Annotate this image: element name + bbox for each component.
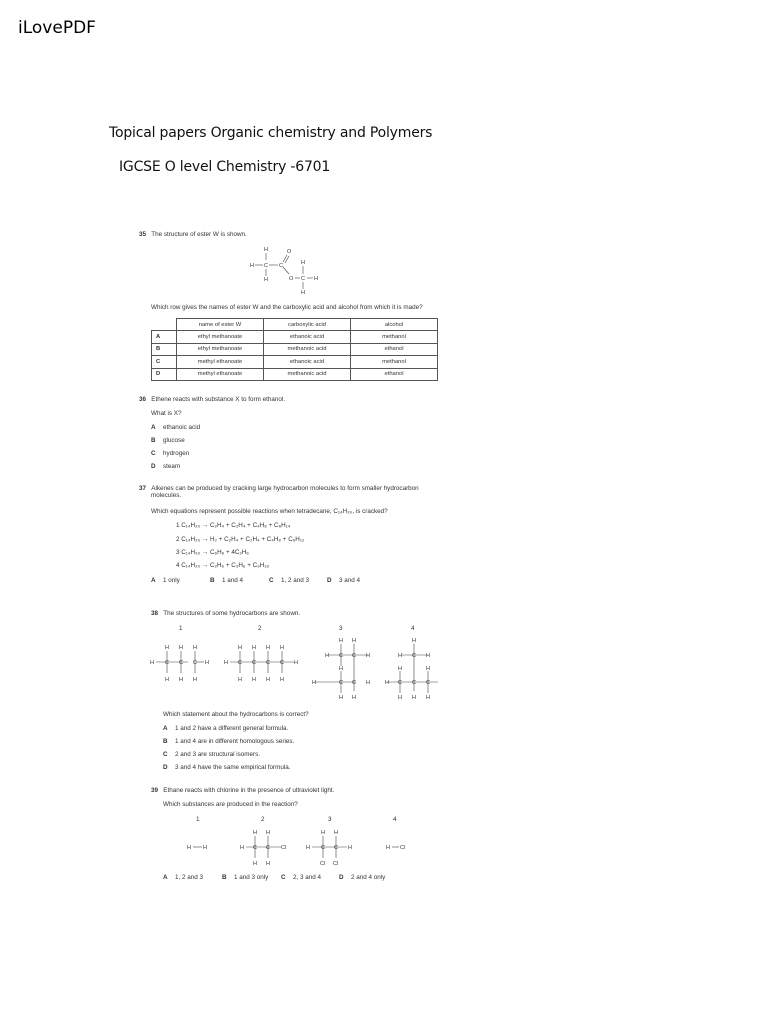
option-key: B	[163, 738, 168, 745]
atom-h: H	[238, 645, 242, 651]
atom-c: C	[339, 680, 343, 686]
structure-label-3: 3	[339, 625, 343, 632]
atom-o: O	[289, 276, 294, 282]
atom-h: H	[334, 830, 338, 836]
atom-h: H	[301, 260, 305, 266]
question-39-stem	[151, 787, 334, 794]
table-row	[152, 368, 438, 380]
acid-cell: ethanoic acid	[264, 331, 351, 343]
option-text: hydrogen	[163, 450, 190, 457]
atom-c: C	[266, 660, 270, 666]
table-corner	[152, 319, 177, 331]
question-text: Alkenes can be produced by cracking large hydrocarbon molecules to form smaller hydrocarbon	[151, 485, 419, 492]
option-key: A	[152, 331, 177, 343]
atom-h: H	[294, 660, 298, 666]
atom-h: H	[165, 645, 169, 651]
atom-h: H	[412, 638, 416, 644]
equation-2: 2 C₁₄H₃₀ → H₂ + C₂H₄ + C₂H₄ + C₄H₈ + C₆H₁₂	[176, 536, 305, 543]
atom-c: C	[352, 680, 356, 686]
atom-c: C	[238, 660, 242, 666]
atom-h: H	[312, 680, 316, 686]
option-c	[151, 450, 189, 457]
atom-h: H	[187, 845, 191, 851]
atom-h: H	[348, 845, 352, 851]
option-text: 2 and 4 only	[351, 874, 386, 881]
question-text: The structures of some hydrocarbons are shown.	[163, 610, 301, 617]
atom-h: H	[150, 660, 154, 666]
bond-lines	[193, 836, 399, 858]
question-38-prompt: Which statement about the hydrocarbons is correct?	[163, 711, 309, 718]
atom-c: C	[165, 660, 169, 666]
option-key: C	[163, 751, 168, 758]
option-text: 1, 2 and 3	[175, 874, 204, 881]
option-d	[327, 577, 360, 584]
atom-h: H	[266, 830, 270, 836]
option-c	[163, 751, 260, 758]
option-key: A	[163, 874, 168, 881]
alcohol-cell: methanol	[351, 331, 438, 343]
option-d	[151, 463, 180, 470]
question-number: 35	[139, 231, 147, 238]
option-b	[151, 437, 185, 444]
atom-cl: Cl	[320, 861, 326, 867]
atom-h: H	[412, 695, 416, 701]
column-header: carboxylic acid	[264, 319, 351, 331]
atom-h: H	[193, 645, 197, 651]
option-text: 1 and 3 only	[234, 874, 269, 881]
atom-c: C	[339, 653, 343, 659]
option-text: 1 and 4	[222, 577, 244, 584]
option-key: B	[151, 437, 156, 444]
atom-c: C	[252, 660, 256, 666]
atom-h: H	[398, 695, 402, 701]
acid-cell: ethanoic acid	[264, 356, 351, 368]
question-37-stem	[139, 485, 419, 492]
question-35-answer-table	[151, 318, 438, 381]
atom-c: C	[279, 263, 283, 269]
option-key: D	[163, 764, 168, 771]
atom-h: H	[426, 695, 430, 701]
atom-h: H	[266, 677, 270, 683]
product-label-2: 2	[261, 816, 265, 823]
atom-h: H	[252, 677, 256, 683]
question-36-prompt: What is X?	[151, 410, 182, 417]
column-header: alcohol	[351, 319, 438, 331]
atom-h: H	[264, 277, 268, 283]
atom-h: H	[339, 695, 343, 701]
alcohol-cell: ethanol	[351, 368, 438, 380]
option-text: 1, 2 and 3	[281, 577, 310, 584]
question-35-stem	[139, 231, 247, 238]
document-title: Topical papers Organic chemistry and Polymers	[109, 125, 433, 141]
question-number: 39	[151, 787, 159, 794]
option-b	[222, 874, 268, 881]
structure-label-4: 4	[411, 625, 415, 632]
option-key: B	[222, 874, 227, 881]
table-header-row	[152, 319, 438, 331]
atom-h: H	[203, 845, 207, 851]
acid-cell: methanoic acid	[264, 343, 351, 355]
atom-h: H	[301, 290, 305, 295]
atom-h: H	[325, 653, 329, 659]
atom-c: C	[426, 680, 430, 686]
question-number: 36	[139, 396, 147, 403]
option-text: glucose	[163, 437, 185, 444]
atom-h: H	[252, 645, 256, 651]
option-d	[339, 874, 385, 881]
atom-h: H	[179, 645, 183, 651]
atom-c: C	[352, 653, 356, 659]
ester-cell: methyl ethanoate	[177, 356, 264, 368]
atom-c: C	[264, 263, 268, 269]
atom-h: H	[398, 653, 402, 659]
atom-cl: Cl	[333, 861, 339, 867]
question-36-stem	[139, 396, 285, 403]
ester-cell: methyl ethanoate	[177, 368, 264, 380]
atom-h: H	[321, 830, 325, 836]
option-key: C	[281, 874, 286, 881]
atom-h: H	[386, 845, 390, 851]
atom-h: H	[366, 653, 370, 659]
option-key: C	[151, 450, 156, 457]
question-39-prompt: Which substances are produced in the reaction?	[163, 801, 298, 808]
atom-o: O	[287, 249, 292, 255]
atom-h: H	[193, 677, 197, 683]
atom-h: H	[179, 677, 183, 683]
atom-cl: Cl	[400, 845, 406, 851]
option-a	[151, 577, 180, 584]
atom-h: H	[314, 276, 318, 282]
question-number: 37	[139, 485, 147, 492]
question-38-stem	[151, 610, 300, 617]
option-key: A	[151, 577, 156, 584]
option-a	[151, 424, 200, 431]
atom-h: H	[339, 638, 343, 644]
atom-c: C	[266, 845, 270, 851]
atom-h: H	[426, 653, 430, 659]
option-a	[163, 874, 203, 881]
option-b	[210, 577, 243, 584]
option-c	[281, 874, 321, 881]
question-text: The structure of ester W is shown.	[151, 231, 247, 238]
atom-c: C	[193, 660, 197, 666]
atom-h: H	[238, 677, 242, 683]
option-key: C	[152, 356, 177, 368]
atom-h: H	[250, 263, 254, 269]
atom-c: C	[334, 845, 338, 851]
option-a	[163, 725, 288, 732]
atom-h: H	[240, 845, 244, 851]
option-text: ethanoic acid	[163, 424, 201, 431]
atom-h: H	[266, 645, 270, 651]
atom-h: H	[264, 247, 268, 253]
option-key: D	[152, 368, 177, 380]
hydrocarbon-structures	[148, 636, 448, 706]
atom-c: C	[179, 660, 183, 666]
option-text: 1 and 4 are in different homologous series.	[175, 738, 295, 745]
option-text: 1 only	[163, 577, 180, 584]
table-row	[152, 331, 438, 343]
atom-h: H	[352, 695, 356, 701]
option-key: D	[339, 874, 344, 881]
atom-h: H	[306, 845, 310, 851]
atom-c: C	[412, 680, 416, 686]
table-row	[152, 343, 438, 355]
question-37-prompt: Which equations represent possible reactions when tetradecane, C₁₄H₃₀, is cracked?	[151, 508, 388, 515]
atom-h: H	[253, 830, 257, 836]
atom-h: H	[266, 861, 270, 867]
option-key: A	[151, 424, 156, 431]
atom-h: H	[398, 666, 402, 672]
option-text: 1 and 2 have a different general formula.	[175, 725, 289, 732]
atom-h: H	[224, 660, 228, 666]
bond-lines	[156, 644, 438, 693]
option-key: D	[151, 463, 156, 470]
ester-cell: ethyl methanoate	[177, 331, 264, 343]
ester-w-structure	[245, 243, 325, 295]
atom-h: H	[280, 645, 284, 651]
option-key: B	[210, 577, 215, 584]
option-d	[163, 764, 291, 771]
question-37-stem-cont: molecules.	[151, 492, 182, 499]
atom-h: H	[280, 677, 284, 683]
option-key: B	[152, 343, 177, 355]
question-text: Ethene reacts with substance X to form ethanol.	[151, 396, 285, 403]
option-b	[163, 738, 294, 745]
option-text: 3 and 4 have the same empirical formula.	[175, 764, 291, 771]
column-header: name of ester W	[177, 319, 264, 331]
table-row	[152, 356, 438, 368]
product-label-3: 3	[328, 816, 332, 823]
reaction-product-structures	[184, 826, 414, 868]
atom-h: H	[205, 660, 209, 666]
option-key: C	[269, 577, 274, 584]
option-c	[269, 577, 309, 584]
option-text: 3 and 4	[339, 577, 361, 584]
question-number: 38	[151, 610, 159, 617]
atom-h: H	[339, 666, 343, 672]
atom-h: H	[426, 666, 430, 672]
atom-h: H	[165, 677, 169, 683]
atom-c: C	[280, 660, 284, 666]
atom-h: H	[366, 680, 370, 686]
atom-h: H	[352, 638, 356, 644]
option-text: 2 and 3 are structural isomers.	[175, 751, 261, 758]
atom-h: H	[253, 861, 257, 867]
alcohol-cell: methanol	[351, 356, 438, 368]
equation-1: 1 C₁₄H₃₀ → C₂H₄ + C₂H₄ + C₄H₈ + C₆H₁₄	[176, 522, 291, 529]
atom-cl: Cl	[281, 845, 287, 851]
equation-4: 4 C₁₄H₃₀ → C₂H₆ + C₃H₆ + C₉H₁₈	[176, 562, 269, 569]
structure-label-2: 2	[258, 625, 262, 632]
acid-cell: methanoic acid	[264, 368, 351, 380]
option-key: D	[327, 577, 332, 584]
product-label-4: 4	[393, 816, 397, 823]
atom-h: H	[385, 680, 389, 686]
ester-cell: ethyl methanoate	[177, 343, 264, 355]
product-label-1: 1	[196, 816, 200, 823]
option-text: 2, 3 and 4	[293, 874, 322, 881]
document-subtitle: IGCSE O level Chemistry -6701	[119, 159, 331, 175]
question-text: Ethane reacts with chlorine in the presence of ultraviolet light.	[163, 787, 335, 794]
option-text: steam	[163, 463, 181, 470]
atom-c: C	[321, 845, 325, 851]
atom-c: C	[412, 653, 416, 659]
atom-c: C	[398, 680, 402, 686]
atom-c: C	[301, 276, 305, 282]
question-35-prompt: Which row gives the names of ester W and the carboxylic acid and alcohol from which it is made?	[151, 304, 423, 311]
structure-label-1: 1	[179, 625, 183, 632]
atom-c: C	[253, 845, 257, 851]
equation-3: 3 C₁₄H₃₀ → C₆H₆ + 4C₂H₆	[176, 549, 249, 556]
brand-logo: iLovePDF	[18, 18, 96, 38]
alcohol-cell: ethanol	[351, 343, 438, 355]
option-key: A	[163, 725, 168, 732]
